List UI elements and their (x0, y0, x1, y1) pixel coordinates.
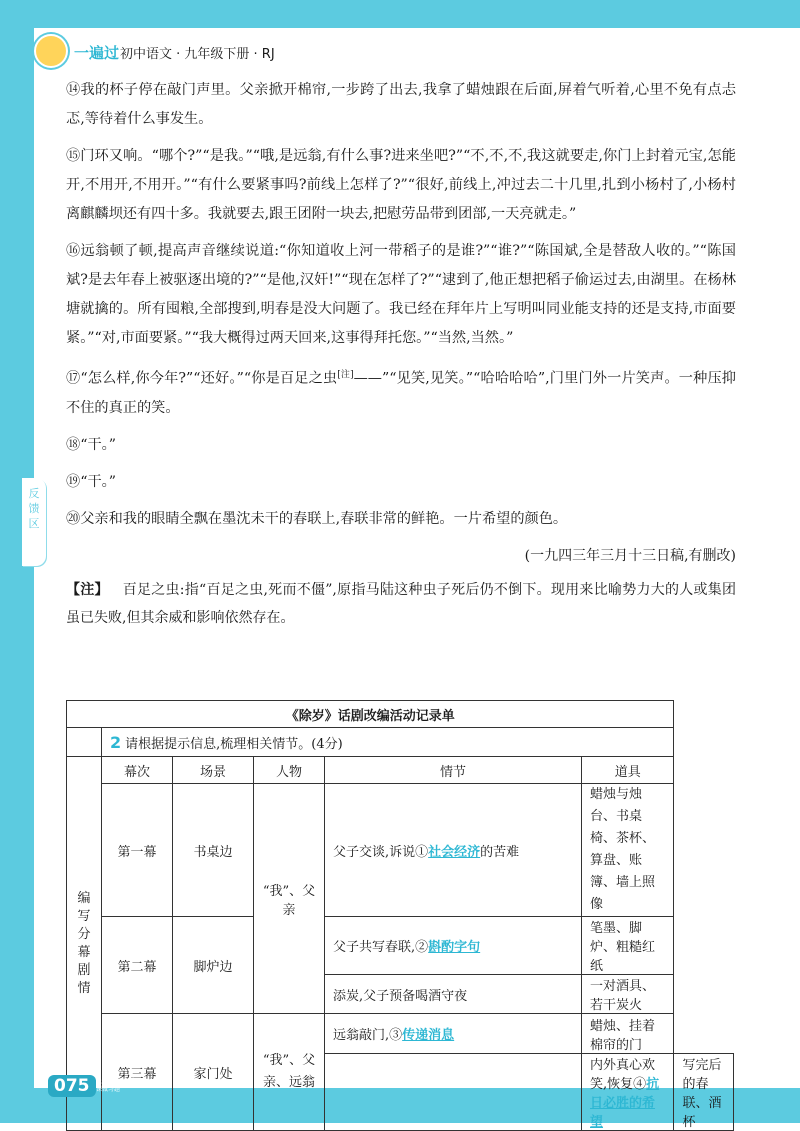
table-row: 第三幕 家门处 “我”、父亲、远翁 远翁敲门,③传递消息 蜡烛、挂着棉帘的门 (67, 1014, 734, 1054)
paragraph-16: ⑯远翁顿了顿,提高声音继续说道:“你知道收上河一带稻子的是谁?”“谁?”“陈国斌,全是替敌人收的。”“陈国斌?是去年春上被驱逐出境的?”“是他,汉奸!”“现在怎样了?”“逮到了,他正想把稻子偷运过去,由湖里。在杨林塘就擒的。所有囤粮,全部搜到,明春是没大问题了。我已经在拜年片上写明叫同业能支持的还是支持,市面要紧。”“对,市面要紧。”“我大概得过两天回来,这事得拜托您。”“当然,当然。” (66, 243, 736, 346)
answer-2: 斟酌字句 (428, 940, 481, 955)
paragraph-14: ⑭我的杯子停在敲门声里。父亲掀开棉帘,一步跨了出去,我拿了蜡烛跟在后面,屏着气听着,心里不免有点忐忑,等待着什么事发生。 (66, 82, 736, 127)
people-cell-3: “我”、父亲、远翁 (254, 1014, 325, 1131)
table-row: 添炭,父子预备喝酒守夜 一对酒具、若干炭火 (67, 975, 734, 1014)
paragraph-15: ⑮门环又响。“哪个?”“是我。”“哦,是远翁,有什么事?进来坐吧?”“不,不,不,我这就要走,你门上封着元宝,怎能开,不用开,不用开。”“有什么要紧事吗?前线上怎样了?”“很好,前线上,冲过去二十几里,扎到小杨村了,小杨村离麒麟坝还有四十多。我就要去,跟王团附一块去,把慰劳品带到团部,一天亮就走。” (66, 148, 736, 222)
paragraph-20: ⑳父亲和我的眼睛全飘在墨沈未干的春联上,春联非常的鲜艳。一片希望的颜色。 (66, 510, 568, 527)
paragraph-19: ⑲“干。” (66, 473, 116, 490)
paragraph-18: ⑱“干。” (66, 436, 116, 453)
side-label: 编写分幕剧情 (67, 757, 102, 1131)
feedback-tab-label: 反馈区 (28, 487, 40, 530)
table-title: 《除岁》话剧改编活动记录单 (67, 701, 674, 728)
people-cell: “我”、父亲 (254, 784, 325, 1014)
mascot-icon (34, 34, 68, 68)
answer-3: 传递消息 (402, 1028, 455, 1043)
feedback-tab[interactable] (22, 478, 46, 566)
book-title: 初中语文 · 九年级下册 · RJ (120, 47, 275, 62)
activity-record-table (66, 700, 734, 1131)
source-line: (一九四三年三月十三日稿,有删改) (524, 547, 736, 564)
table-row: 内外真心欢笑,恢复④抗日必胜的希望 写完后的春联、酒杯 (67, 1054, 734, 1131)
footnote: 【注】 百足之虫:指“百足之虫,死而不僵”,原指马陆这种虫子死后仍不倒下。现用来比喻势力大的人或集团虽已失败,但其余威和影响依然存在。 (66, 581, 737, 626)
table-row: 第二幕 脚炉边 父子共写春联,②斟酌字句 笔墨、脚炉、粗糙红纸 (67, 917, 734, 975)
paragraph-17: ⑰“怎么样,你今年?”“还好。”“你是百足之虫[注]——”“见笑,见笑。”“哈哈哈哈”,门里门外一片笑声。一种压抑不住的真正的笑。 (66, 370, 736, 416)
table-header-row: 编写分幕剧情 幕次 场景 人物 情节 道具 (67, 757, 734, 784)
table-row: 第一幕 书桌边 “我”、父亲 父子交谈,诉说①社会经济的苦难 蜡烛与烛台、书桌椅、茶杯、算盘、账簿、墙上照像 (67, 784, 734, 917)
top-decor-band (0, 0, 800, 28)
note-marker: [注] (337, 370, 354, 380)
article-body (66, 76, 736, 632)
task-prompt: 2 请根据提示信息,梳理相关情节。(4分) (102, 728, 674, 757)
page-number: 075 (48, 1075, 96, 1097)
brand-title: 一遍过 (74, 44, 120, 62)
footer-slogan: 上课认真听 下课做习题 (96, 1078, 134, 1093)
answer-4: 抗日必胜的希望 (590, 1077, 660, 1130)
page-header (34, 28, 800, 74)
answer-1: 社会经济 (428, 844, 481, 860)
